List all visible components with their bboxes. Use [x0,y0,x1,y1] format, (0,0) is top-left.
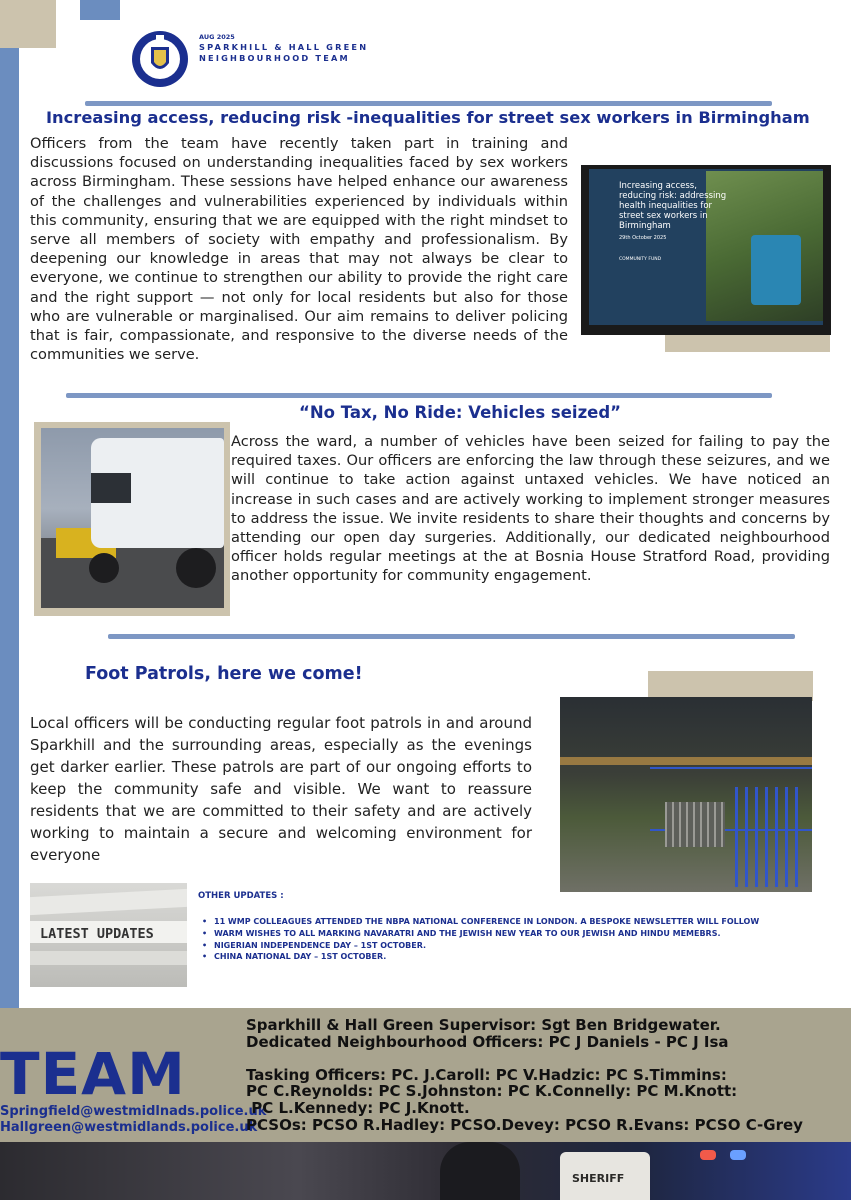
updates-list [200,916,759,963]
footer-night-scene [0,1142,851,1200]
team-name-line1: SPARKHILL & HALL GREEN [199,42,369,52]
article2-body: Across the ward, a number of vehicles have been seized for failing to pay the required taxes. Our officers are enforcing the law through these seizures, and we will continue to take action against untaxed vehicles. We have noticed an increase in such cases and are actively working to implement stronger measures to address the issue. We invite residents to share their thoughts and concerns by attending our open day surgeries. Additionally, our dedicated neighbourhood officer holds regular meetings at the at Bosnia House Stratford Road, providing another opportunity for community engagement. [231,433,830,585]
section-divider-2 [66,393,772,398]
officer-line: Tasking Officers: PC. J.Caroll: PC V.Hadzic: PC S.Timmins: [246,1065,727,1084]
police-logo [131,23,189,95]
update-item: • WARM WISHES TO ALL MARKING NAVARATRI AND THE JEWISH NEW YEAR TO OUR JEWISH AND HINDU MEMEBRS. [200,928,759,940]
corner-tan-block [0,0,56,48]
update-item: • NIGERIAN INDEPENDENCE DAY – 1ST OCTOBER. [200,940,759,952]
article1-title: Increasing access, reducing risk -inequalities for street sex workers in Birmingham [46,108,810,127]
team-heading: TEAM [0,1040,186,1108]
training-screen-photo [581,165,831,335]
other-updates-title: OTHER UPDATES : [198,891,284,901]
screen-funder-logo: COMMUNITY FUND [619,257,662,262]
team-name-line2: NEIGHBOURHOOD TEAM [199,53,350,63]
article3-body: Local officers will be conducting regular foot patrols in and around Sparkhill and the surrounding areas, especially as the evenings get darker earlier. These patrols are part of our ongoing efforts to keep the community safe and visible. We want to reassure residents that we are committed to their safety and are actively working to maintain a secure and welcoming environment for everyone [30,714,532,864]
article2-title: “No Tax, No Ride: Vehicles seized” [299,403,622,422]
officer-line [246,1050,803,1067]
article3-title: Foot Patrols, here we come! [85,664,363,684]
park-patrol-photo [560,697,812,892]
officer-line: Sparkhill & Hall Green Supervisor: Sgt Ben Bridgewater. [246,1016,721,1034]
seized-van-photo [41,428,224,608]
email-hallgreen[interactable]: Hallgreen@westmidlands.police.uk [0,1120,258,1135]
latest-updates-label: LATEST UPDATES [40,926,154,942]
sheriff-decal: SHERIFF [572,1172,625,1185]
update-item: • 11 WMP COLLEAGUES ATTENDED THE NBPA NATIONAL CONFERENCE IN LONDON. A BESPOKE NEWSLETTER WILL FOLLOW [200,916,759,928]
section-divider-3 [108,634,795,639]
latest-updates-image [30,883,187,987]
screen-slide-date: 29th October 2025 [619,235,667,241]
officer-line: PC L.Kennedy: PC J.Knott. [246,1098,470,1117]
section-divider-1 [85,101,772,106]
screen-slide-title: Increasing access, reducing risk: addressing health inequalities for street sex workers in Birmingham [619,181,727,231]
officer-line: PC C.Reynolds: PC S.Johnston: PC K.Connelly: PC M.Knott: [246,1082,738,1101]
officer-list [246,1017,803,1133]
officer-line: PCSOs: PCSO R.Hadley: PCSO.Devey: PCSO R.Evans: PCSO C-Grey [246,1115,803,1134]
corner-blue-block [80,0,120,20]
left-accent-bar [0,48,19,1008]
article1-body: Officers from the team have recently taken part in training and discussions focused on understanding inequalities faced by sex workers across Birmingham. These sessions have helped enhance our awareness of the challenges and vulnerabilities experienced by individuals within this community, ensuring that we are equipped with the right mindset to serve all members of society with empathy and professionalism. By deepening our knowledge in areas that may not always be clear to everyone, we continue to strengthen our ability to provide the right care and the right support — not only for local residents but also for those who are vulnerable or marginalised. Our aim remains to deliver policing that is fair, compassionate, and responsive to the diverse needs of the communities we serve. [30,135,568,364]
officer-line: Dedicated Neighbourhood Officers: PC J Daniels - PC J Isa [246,1032,729,1051]
email-springfield[interactable]: Springfield@westmidlnads.police.uk [0,1104,267,1119]
update-item: • CHINA NATIONAL DAY – 1ST OCTOBER. [200,951,759,963]
issue-date: AUG 2025 [199,33,235,41]
